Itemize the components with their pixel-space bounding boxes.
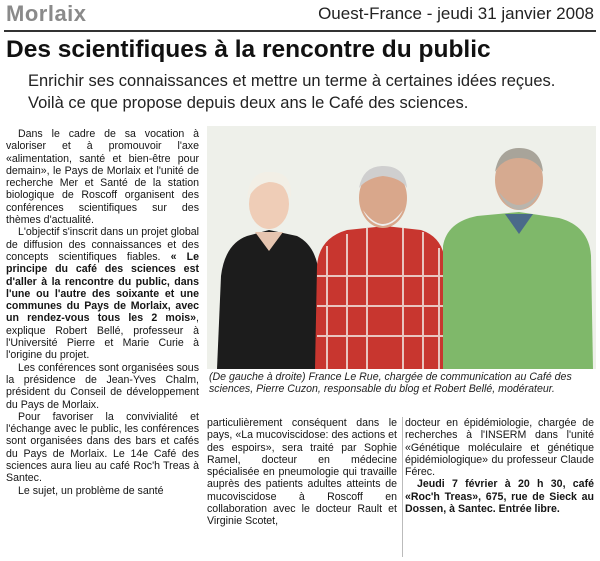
article-column-2 (207, 417, 397, 528)
event-info-bold: Jeudi 7 février à 20 h 30, café «Roc'h Treas», 675, rue de Sieck au Dossen, à Santec. Entrée libre. (405, 478, 594, 516)
article-column-3 (405, 417, 594, 515)
paragraph: docteur en épidémiologie, chargée de recherches à l'INSERM dans l'unité «Génétique moléculaire et génétique épidémiologique» du professeur Claude Férec. (405, 417, 594, 479)
photo-illustration (207, 126, 596, 369)
photo-caption: (De gauche à droite) France Le Rue, chargée de communication au Café des sciences, Pierre Cuzon, responsable du blog et Robert Bellé, modérateur. (209, 371, 572, 396)
event-info (405, 478, 594, 515)
masthead-date: Ouest-France - jeudi 31 janvier 2008 (318, 4, 594, 23)
paragraph: particulièrement conséquent dans le pays, «La mucoviscidose: des actions et des espoirs», sera traité par Sophie Ramel, docteur en médecine spécialisée en pneumologie qui travaille auprès des patients adultes atteints de mucoviscidose à Roscoff en collaboration avec le docteur Rault et Virginie Scotet, (207, 417, 397, 528)
article-column-1 (6, 128, 199, 497)
article-photo (207, 126, 596, 369)
paragraph: Pour favoriser la convivialité et l'échange avec le public, les conférences sont organisées dans des bars et cafés du Pays de Morlaix. Le 14e Café des sciences aura lieu au café Roc'h Treas à Santec. (6, 410, 199, 485)
paragraph: Les conférences sont organisées sous la présidence de Jean-Yves Chalm, président du Conseil de développement du Pays de Morlaix. (6, 361, 199, 411)
section-title: Morlaix (6, 1, 87, 26)
paragraph: Le sujet, un problème de santé (18, 484, 164, 497)
article-lead (28, 70, 598, 114)
paragraph (6, 226, 199, 361)
column-divider (402, 417, 403, 557)
page-header (0, 0, 600, 30)
header-rule (4, 30, 596, 32)
article-headline: Des scientifiques à la rencontre du public (6, 36, 491, 63)
paragraph: Dans le cadre de sa vocation à valoriser et à promouvoir l'axe «alimentation, santé et bien-être pour demain», le Pays de Morlaix et l'unité de recherche Mer et Santé de la station biologique de Roscoff organisent des conférences scientifiques sur des thèmes d'actualité. (6, 128, 199, 227)
lead-line-2: Voilà ce que propose depuis deux ans le Café des sciences. (28, 94, 469, 112)
paragraph-text: , explique Robert Bellé, professeur à l'Université Pierre et Marie Curie à l'origine du projet. (6, 312, 199, 362)
quote-bold: « Le principe du café des sciences est d'aller à la rencontre du public, dans l'une ou l'autre des soixante et une communes du Pays de Morlaix, avec un rendez-vous tous les 2 mois» (6, 250, 199, 325)
lead-line-1: Enrichir ses connaissances et mettre un terme à certaines idées reçues. (28, 72, 556, 90)
paragraph-text: L'objectif s'inscrit dans un projet global de diffusion des connaissances et des concepts scientifiques fiables. (6, 226, 199, 263)
